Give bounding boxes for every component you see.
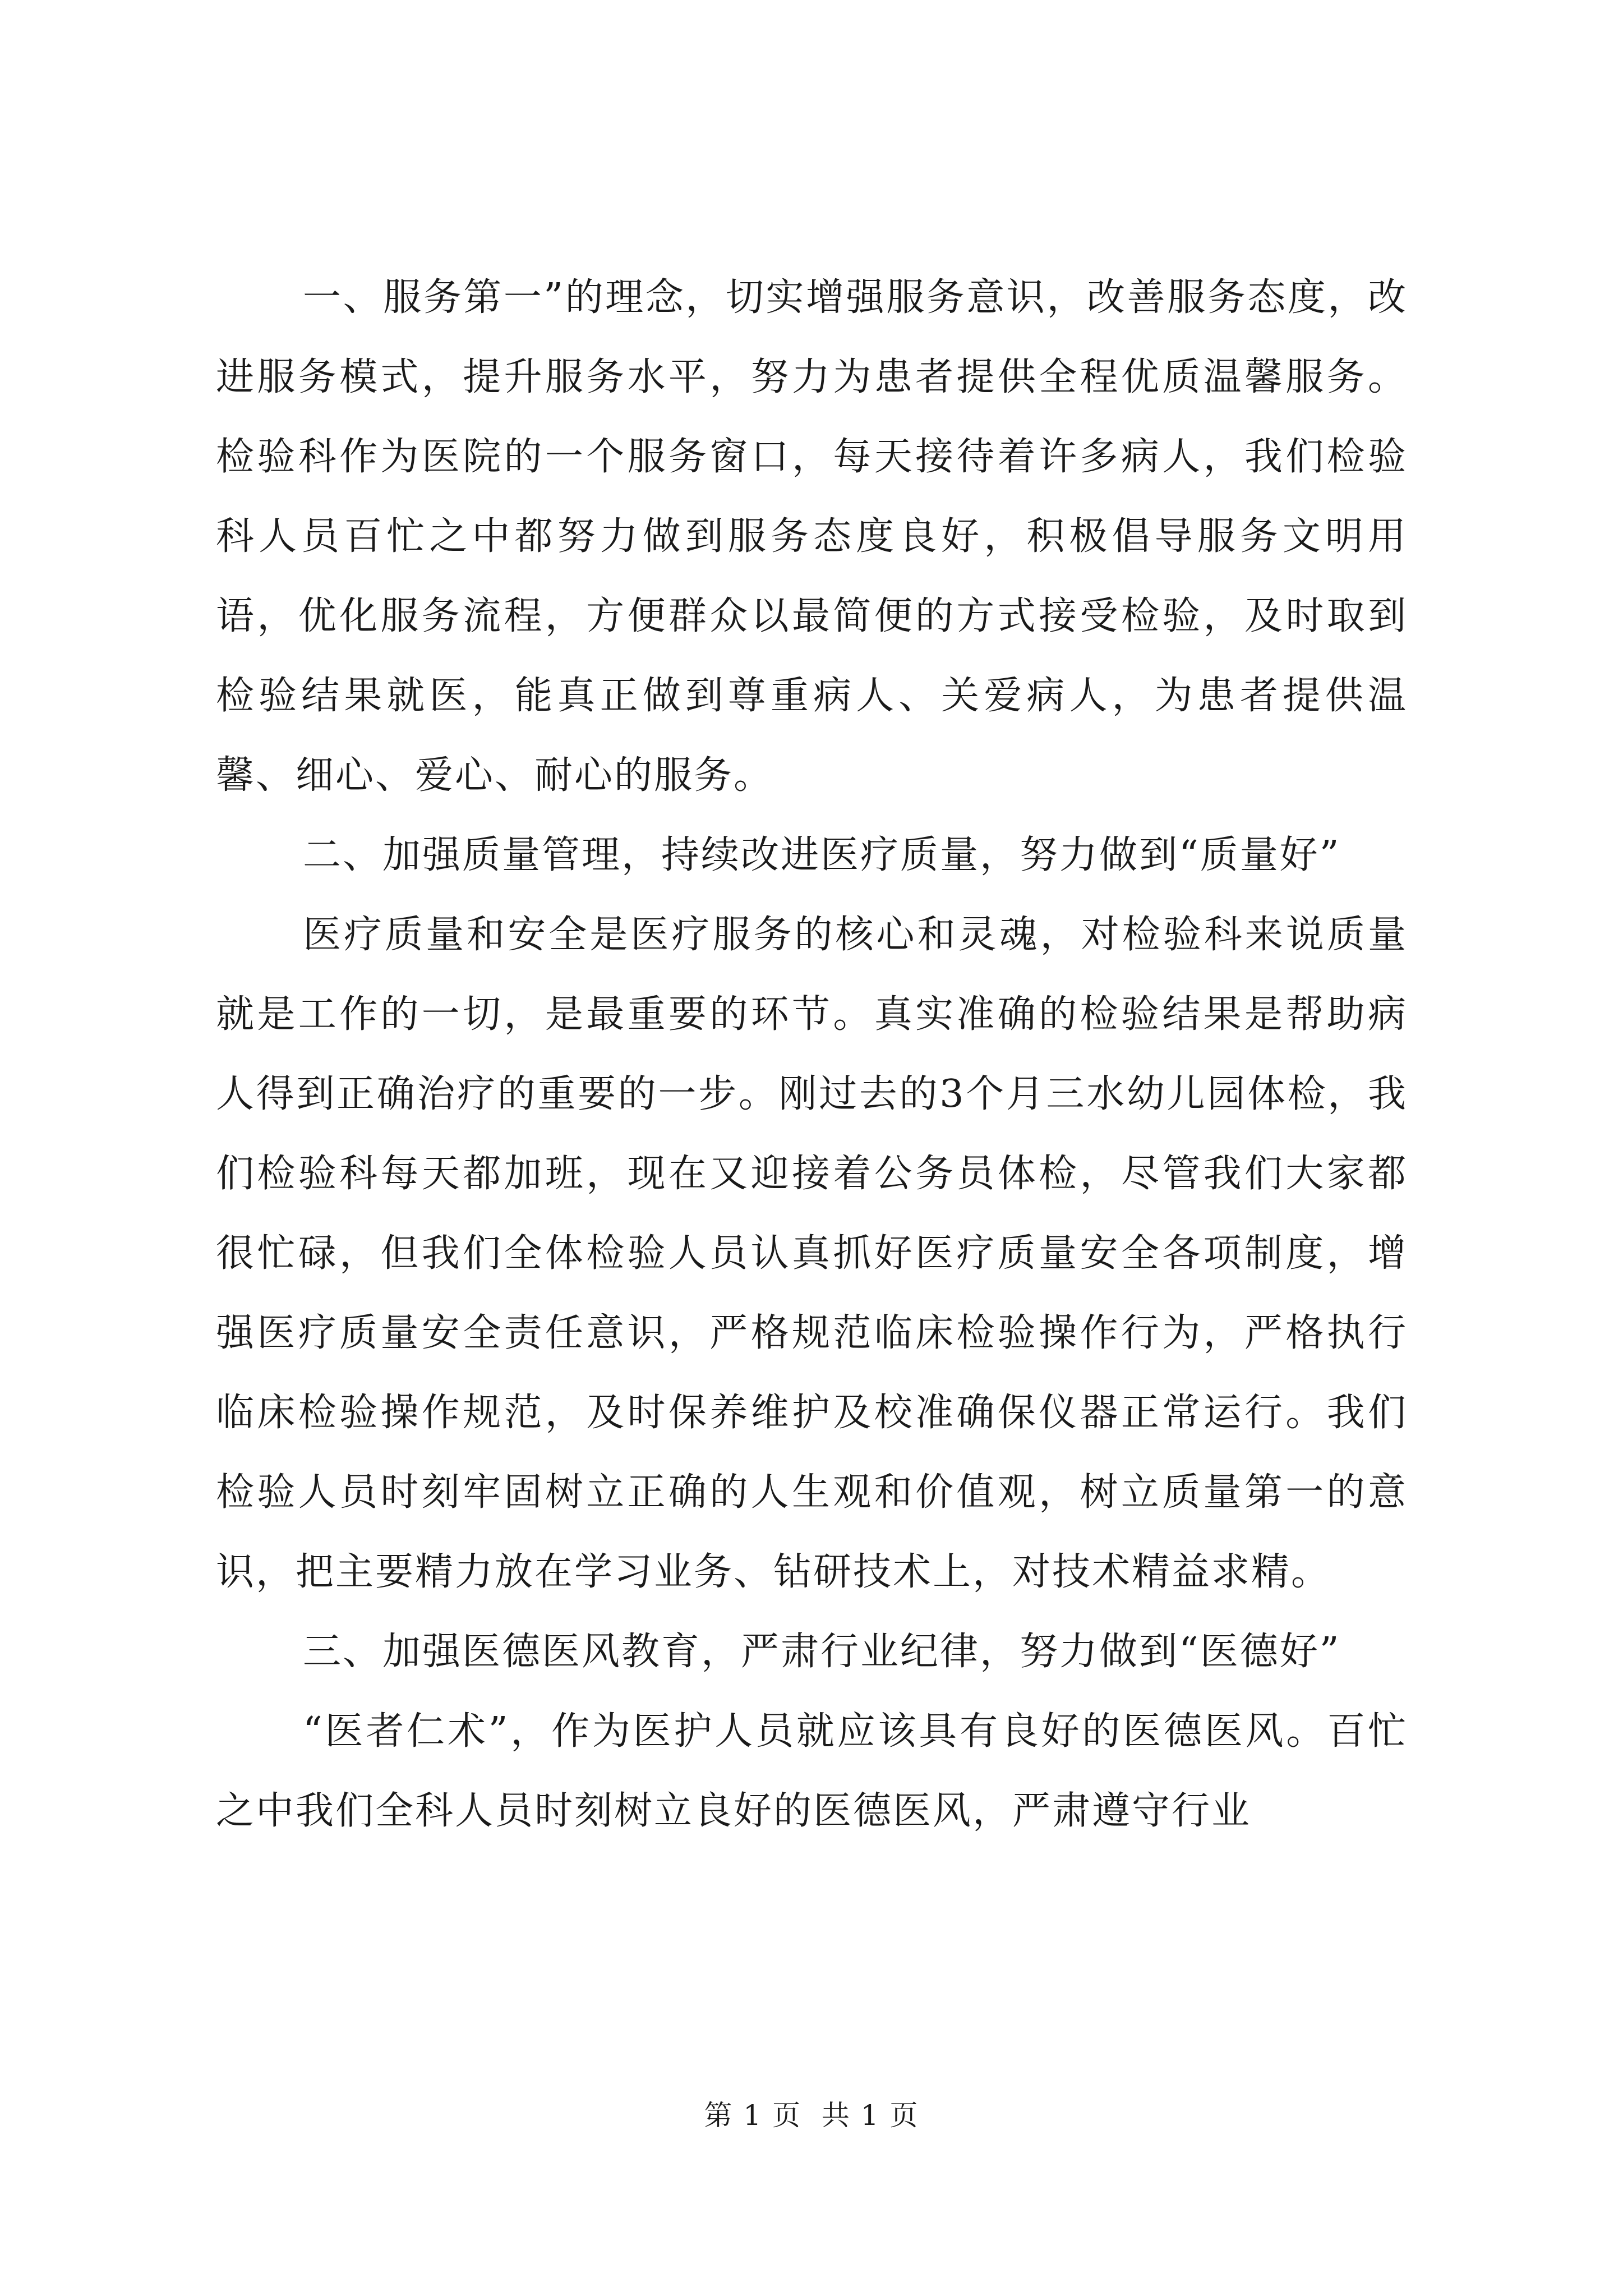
paragraph-service-first: 一、服务第一”的理念，切实增强服务意识，改善服务态度，改进服务模式，提升服务水平，努力为患者提供全程优质温馨服务。检验科作为医院的一个服务窗口，每天接待着许多病人，我们检验科人员百忙之中都努力做到服务态度良好，积极倡导服务文明用语，优化服务流程，方便群众以最简便的方式接受检验，及时取到检验结果就医，能真正做到尊重病人、关爱病人，为患者提供温馨、细心、爱心、耐心的服务。 [216, 275, 1408, 798]
paragraph-medical-ethics: “医者仁术”，作为医护人员就应该具有良好的医德医风。百忙之中我们全科人员时刻树立良好的医德医风，严肃遵守行业 [216, 1709, 1408, 1833]
document-body [216, 258, 1408, 1851]
page-number: 第 1 页 共 1 页 [704, 2099, 919, 2132]
page-footer [0, 2096, 1623, 2135]
heading-medical-ethics: 三、加强医德医风教育，严肃行业纪律，努力做到“医德好” [303, 1630, 1341, 1674]
paragraph-quality: 医疗质量和安全是医疗服务的核心和灵魂，对检验科来说质量就是工作的一切，是最重要的环节。真实准确的检验结果是帮助病人得到正确治疗的重要的一步。刚过去的3个月三水幼儿园体检，我们检验科每天都加班，现在又迎接着公务员体检，尽管我们大家都很忙碌，但我们全体检验人员认真抓好医疗质量安全各项制度，增强医疗质量安全责任意识，严格规范临床检验操作行为，严格执行临床检验操作规范，及时保养维护及校准确保仪器正常运行。我们检验人员时刻牢固树立正确的人生观和价值观，树立质量第一的意识，把主要精力放在学习业务、钻研技术上，对技术精益求精。 [216, 913, 1408, 1594]
heading-quality-management: 二、加强质量管理，持续改进医疗质量，努力做到“质量好” [303, 833, 1341, 877]
